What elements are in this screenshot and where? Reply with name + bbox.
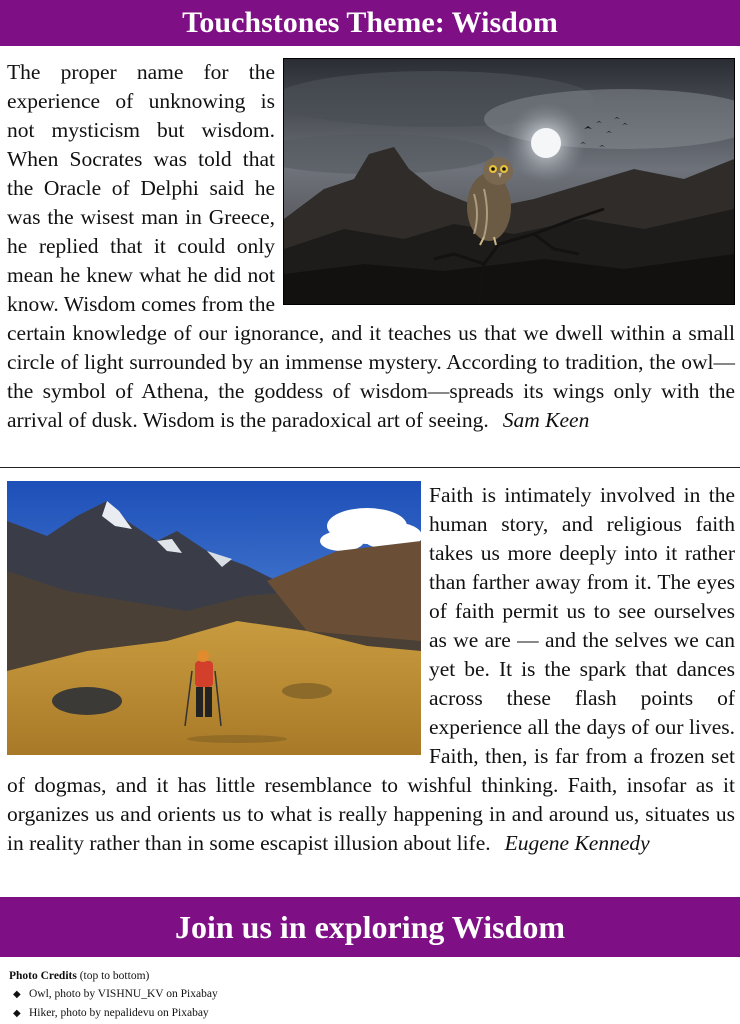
- wisdom-quote-text: The proper name for the experience of unknowing is not mysticism but wisdom. When Socrates was told that the Oracle of Delphi said he was the wisest man in Greece, he replied that it could only mean he knew what he did not know. Wisdom comes from the certain knowledge of our ignorance, and it teaches us that we dwell within a small circle of light surrounded by an immense mystery. According to tradition, the owl—the symbol of Athena, the goddess of wisdom—spreads its wings only with the arrival of dusk. Wisdom is the paradoxical art of seeing.: [7, 60, 735, 432]
- diamond-bullet-icon: ◆: [13, 989, 21, 1000]
- join-us-banner: Join us in exploring Wisdom: [0, 897, 740, 957]
- credits-heading-label: Photo Credits: [9, 970, 77, 982]
- owl-photo: [283, 58, 735, 305]
- wisdom-quote-author: Sam Keen: [502, 408, 590, 432]
- credits-heading-note: (top to bottom): [79, 970, 150, 982]
- credits-heading: [9, 967, 729, 985]
- diamond-bullet-icon: ◆: [13, 1008, 21, 1019]
- hiker-photo: [7, 481, 421, 755]
- credit-item: [9, 1004, 729, 1023]
- section-divider: [0, 467, 740, 468]
- faith-quote-text: Faith is intimately involved in the human story, and religious faith takes us more deeply into it rather than farther away from it. The eyes of faith permit us to see ourselves as we are — and the selves we can yet be. It is the spark that dances across these flash points of experience all the days of our lives. Faith, then, is far from a frozen set of dogmas, and it has little resemblance to wishful thinking. Faith, insofar as it organizes us and orients us to what is really happening in and around us, situates us in reality rather than in some escapist illusion about life.: [7, 483, 735, 855]
- faith-quote-author: Eugene Kennedy: [504, 831, 650, 855]
- credit-owl: Owl, photo by VISHNU_KV on Pixabay: [29, 988, 218, 1000]
- page-title: Touchstones Theme: Wisdom: [0, 0, 740, 46]
- faith-quote-section: [7, 481, 735, 858]
- credit-item: [9, 985, 729, 1004]
- wisdom-quote-section: [7, 58, 735, 435]
- credit-hiker: Hiker, photo by nepalidevu on Pixabay: [29, 1007, 209, 1019]
- photo-credits: [9, 967, 729, 1023]
